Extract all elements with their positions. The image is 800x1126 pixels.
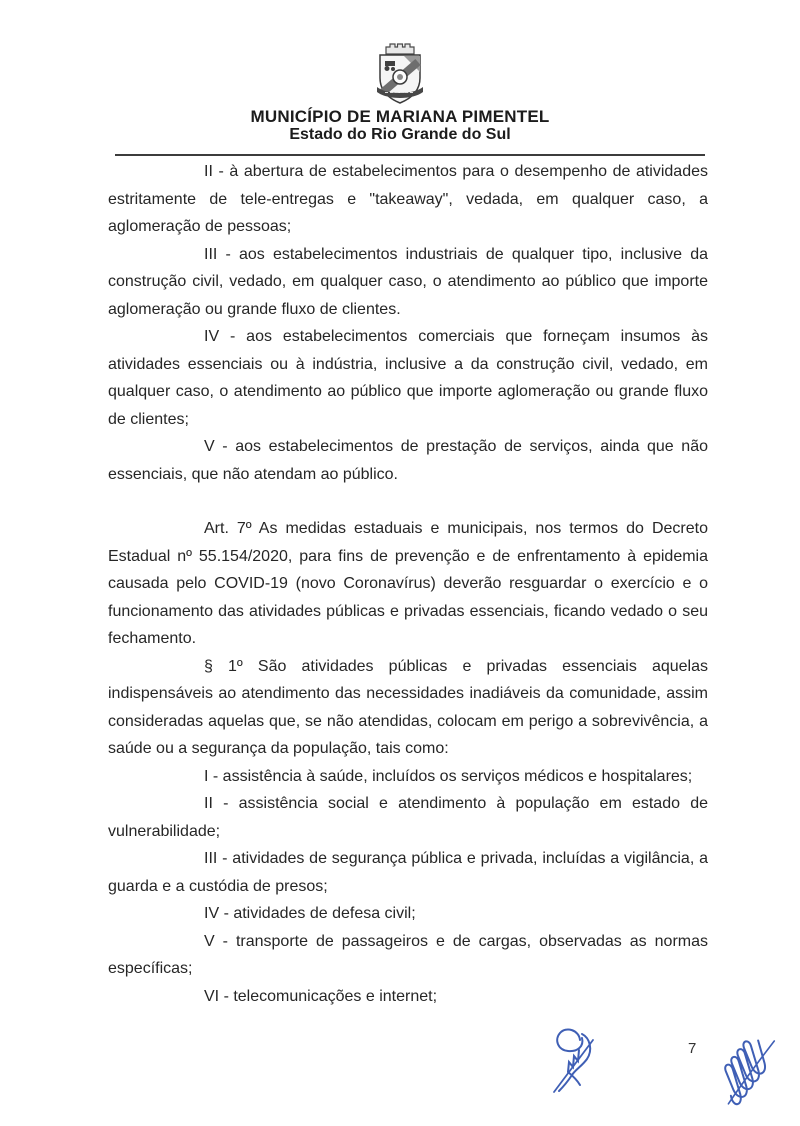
paragraph-par-1: § 1º São atividades públicas e privadas essenciais aquelas indispensáveis ao atendimento das necessidades inadiáveis da comunidade, assim consideradas aquelas que, se não atendidas, colocam em perigo a sobrevivência, a saúde ou a segurança da população, tais como: bbox=[108, 657, 708, 757]
state-name: Estado do Rio Grande do Sul bbox=[289, 126, 511, 143]
paragraph-item-ii: II - à abertura de estabelecimentos para o desempenho de atividades estritamente de tele-entregas e "takeaway", vedada, em qualquer caso, a aglomeração de pessoas; bbox=[108, 163, 708, 235]
municipality-name: MUNICÍPIO DE MARIANA PIMENTEL bbox=[250, 107, 550, 126]
paragraph-essential-2: II - assistência social e atendimento à população em estado de vulnerabilidade; bbox=[108, 795, 708, 840]
page-number: 7 bbox=[688, 1040, 697, 1057]
letterhead bbox=[0, 0, 800, 156]
paragraph-item-v: V - aos estabelecimentos de prestação de serviços, ainda que não essenciais, que não atendam ao público. bbox=[108, 438, 708, 483]
document-body bbox=[108, 158, 708, 1010]
signature-rubric-icon bbox=[704, 1026, 794, 1111]
signature-initials-icon bbox=[546, 1020, 610, 1098]
paragraph-art-7: Art. 7º As medidas estaduais e municipais, nos termos do Decreto Estadual nº 55.154/2020, para fins de prevenção e de enfrentamento à epidemia causada pelo COVID-19 (novo Coronavírus) deverão resguardar o exercício e o funcionamento das atividades públicas e privadas essenciais, ficando vedado o seu fechamento. bbox=[108, 520, 708, 647]
paragraph-essential-1: I - assistência à saúde, incluídos os serviços médicos e hospitalares; bbox=[204, 767, 693, 785]
paragraph-essential-3: III - atividades de segurança pública e privada, incluídas a vigilância, a guarda e a custódia de presos; bbox=[108, 850, 708, 895]
paragraph-item-iv: IV - aos estabelecimentos comerciais que forneçam insumos às atividades essenciais ou à indústria, inclusive a da construção civil, vedado, em qualquer caso, o atendimento ao público que importe aglomeração ou grande fluxo de clientes; bbox=[108, 328, 708, 428]
paragraph-item-iii: III - aos estabelecimentos industriais de qualquer tipo, inclusive da construção civil, vedado, em qualquer caso, o atendimento ao público que importe aglomeração ou grande fluxo de clientes. bbox=[108, 245, 708, 318]
coat-of-arms-icon bbox=[373, 42, 427, 105]
paragraph-essential-4: IV - atividades de defesa civil; bbox=[204, 905, 416, 922]
header-divider bbox=[115, 154, 705, 156]
paragraph-essential-5: V - transporte de passageiros e de cargas, observadas as normas específicas; bbox=[108, 932, 708, 977]
paragraph-essential-6: VI - telecomunicações e internet; bbox=[204, 987, 438, 1005]
